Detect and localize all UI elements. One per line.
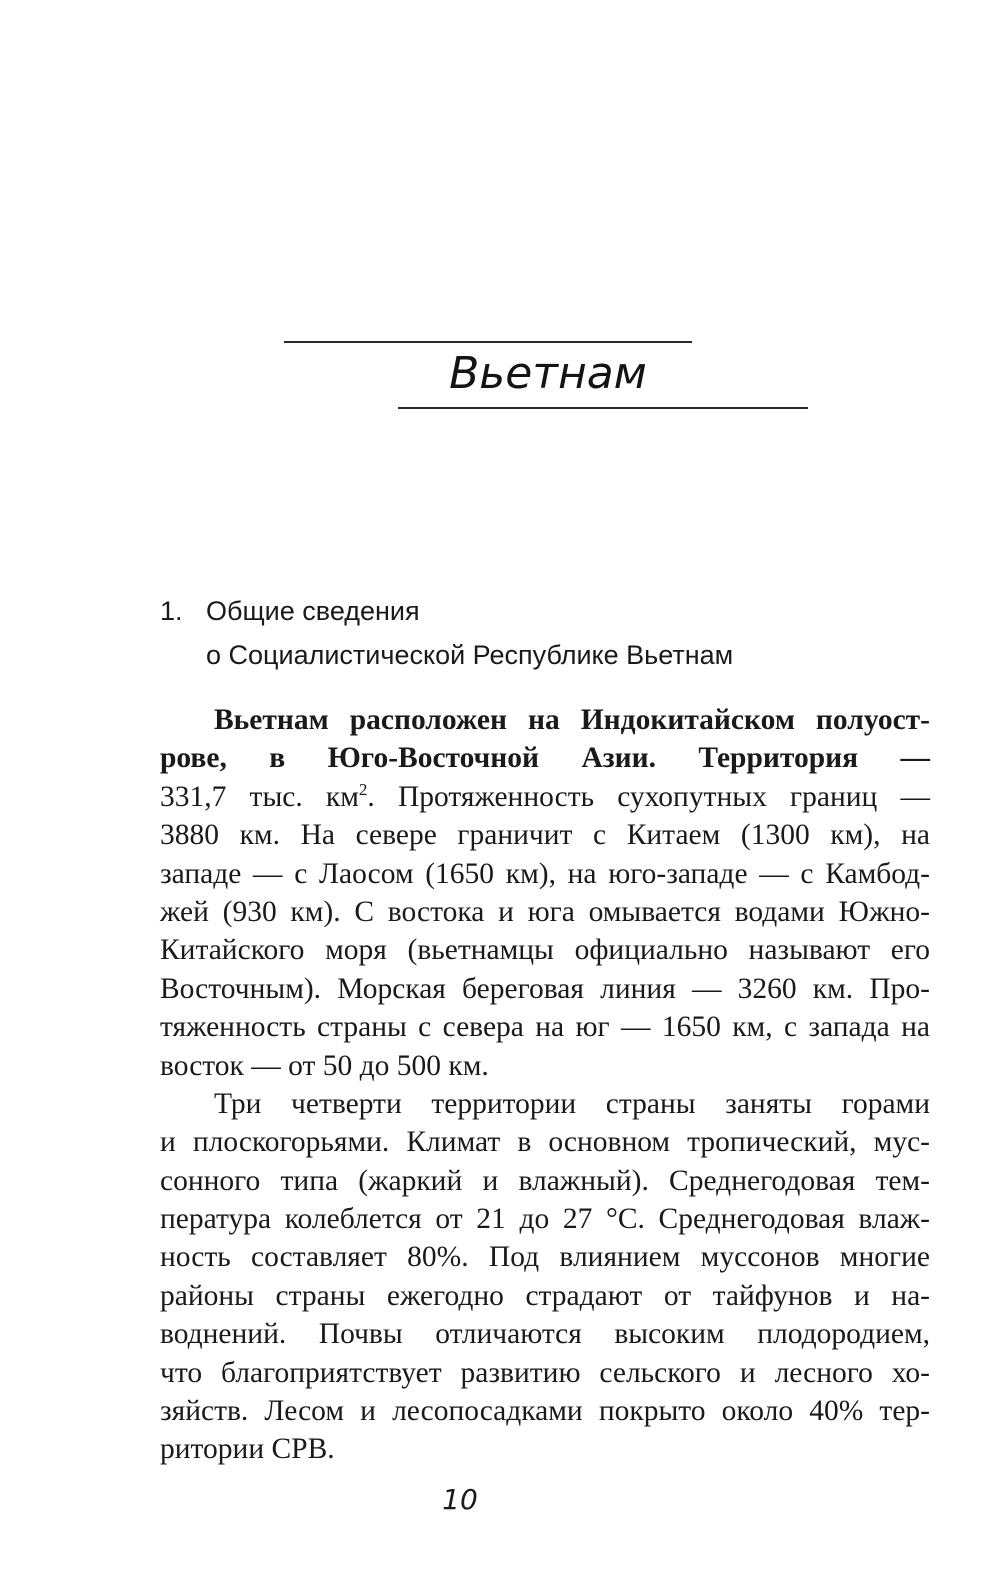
text-fragment: 331,7 тыс. км [160, 780, 359, 813]
text-line: сонного типа (жаркий и влажный). Среднегодовая тем- [160, 1164, 930, 1197]
body-text [160, 701, 930, 1469]
chapter-rule-bottom [398, 407, 808, 409]
text-line: и плоскогорьями. Климат в основном тропический, мус- [160, 1126, 930, 1159]
text-line: воднений. Почвы отличаются высоким плодородием, [160, 1318, 930, 1351]
text-line: Три четверти территории страны заняты горами [214, 1087, 930, 1120]
text-line: жей (930 км). С востока и юга омывается водами Южно- [160, 895, 930, 928]
section-title [206, 589, 733, 677]
text-line: восток — от 50 до 500 км. [160, 1049, 489, 1082]
text-line: ность составляет 80%. Под влиянием муссонов многие [160, 1241, 930, 1274]
text-fragment: . Протяженность сухопутных границ — [367, 780, 930, 813]
section-title-line: о Социалистической Республике Вьетнам [206, 640, 734, 670]
section-heading [160, 589, 733, 677]
text-line: Восточным). Морская береговая линия — 3260 км. Про- [160, 972, 930, 1005]
text-line: тяженность страны с севера на юг — 1650 км, с запада на [160, 1011, 930, 1044]
superscript: 2 [358, 779, 368, 799]
page-number: 10 [442, 1483, 478, 1516]
text-line: что благоприятствует развитию сельского и лесного хо- [160, 1356, 930, 1389]
paragraph [160, 1085, 930, 1469]
text-line: пература колеблется от 21 до 27 °С. Среднегодовая влаж- [160, 1203, 930, 1236]
text-line: западе — с Лаосом (1650 км), на юго-западе — с Камбод- [160, 857, 930, 890]
section-title-line: Общие сведения [206, 596, 420, 626]
text-line: Вьетнам расположен на Индокитайском полуост- [214, 704, 930, 736]
text-line: 3880 км. На севере граничит с Китаем (1300 км), на [160, 819, 930, 852]
text-line: районы страны ежегодно страдают от тайфунов и на- [160, 1279, 930, 1312]
text-line: зяйств. Лесом и лесопосадками покрыто около 40% тер- [160, 1395, 930, 1428]
chapter-title: Вьетнам [449, 348, 647, 399]
chapter-rule-top [284, 341, 692, 343]
text-line: Китайского моря (вьетнамцы официально называют его [160, 934, 930, 967]
text-line [160, 778, 930, 816]
section-number: 1. [160, 596, 183, 626]
text-line: рове, в Юго-Восточной Азии. Территория — [160, 742, 930, 775]
text-line: ритории СРВ. [160, 1433, 335, 1466]
paragraph [160, 701, 930, 1085]
